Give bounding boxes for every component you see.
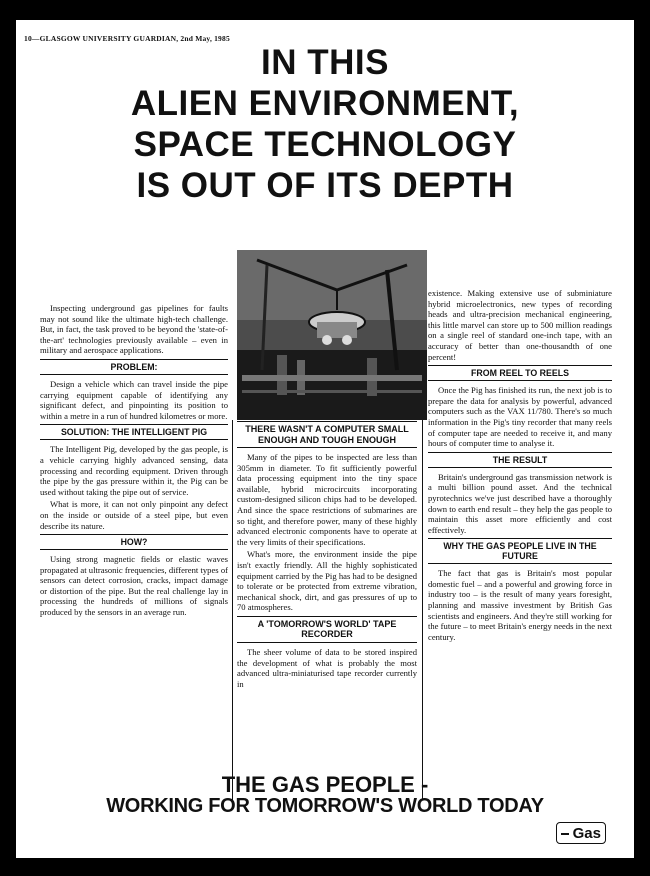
headline-line-3: SPACE TECHNOLOGY <box>133 125 517 164</box>
masthead: 10—GLASGOW UNIVERSITY GUARDIAN, 2nd May, 1985 <box>24 34 230 43</box>
headline-line-4: IS OUT OF ITS DEPTH <box>136 166 514 205</box>
tape-recorder-heading: A 'TOMORROW'S WORLD' TAPE RECORDER <box>237 616 417 643</box>
result-heading: THE RESULT <box>428 452 612 468</box>
tagline-line-1: THE GAS PEOPLE - <box>221 772 429 797</box>
reel-to-reels-heading: FROM REEL TO REELS <box>428 365 612 381</box>
headline-line-1: IN THIS <box>261 43 389 82</box>
column-2 <box>237 418 417 691</box>
british-gas-logo <box>556 822 606 844</box>
computer-paragraph-1: Many of the pipes to be inspected are less than 305mm in diameter. To fit sufficiently powerful data processing equipment into the tiny space available, hybrid microcircuits incorporating custom-designed silicon chips had to be developed. And since the space restrictions of submarines are so tight, and therefore power, many of these highly advanced electronic components have to operate at the very limits of their specifications. <box>237 452 417 547</box>
column-1 <box>40 303 228 620</box>
why-gas-people-paragraph: The fact that gas is Britain's most popular domestic fuel – and a powerful and growing force in industry too – is the result of many years foresight, planning and massive investment by British Gas scientists and engineers. And they're still working for the future – to meet Britain's energy needs in the next century. <box>428 568 612 642</box>
reel-to-reels-paragraph: Once the Pig has finished its run, the next job is to prepare the data for analysis by powerful, advanced computers such as the VAX 11/780. There's so much information in the Pig's tiny recorder that many reels of computer tape are needed to receive it, and many hours of computer time to analyse it. <box>428 385 612 449</box>
why-gas-people-heading: WHY THE GAS PEOPLE LIVE IN THE FUTURE <box>428 538 612 564</box>
existence-paragraph: existence. Making extensive use of subminiature hybrid microelectronics, new types of recording heads and ultra-precision mechanical engineering, this little marvel can store up to 500 million readings on a single reel of standard one-inch tape, with an accuracy of better than one-thousandth of one percent! <box>428 288 612 362</box>
column-3 <box>428 288 612 644</box>
pipeline-pig-photo <box>237 250 427 420</box>
logo-text: Gas <box>572 825 601 842</box>
solution-heading: SOLUTION: THE INTELLIGENT PIG <box>40 424 228 440</box>
logo-flame-mark <box>561 833 569 835</box>
problem-heading: PROBLEM: <box>40 359 228 375</box>
computer-heading: THERE WASN'T A COMPUTER SMALL ENOUGH AND TOUGH ENOUGH <box>237 421 417 448</box>
tagline-line-2: WORKING FOR TOMORROW'S WORLD TODAY <box>106 795 544 817</box>
headline-line-2: ALIEN ENVIRONMENT, <box>130 84 520 123</box>
tape-recorder-paragraph: The sheer volume of data to be stored inspired the development of what is probably the most advanced ultra-miniaturised tape recorder currently in <box>237 646 417 689</box>
column-rule-1 <box>232 420 233 800</box>
solution-paragraph-2: What is more, it can not only pinpoint any defect on the inside or outside of a steel pipe, but even describe its nature. <box>40 499 228 531</box>
advertisement-page <box>16 20 634 858</box>
result-paragraph: Britain's underground gas transmission network is a multi billion pound asset. And the technical pyrotechnics we've just described have a thoroughly down to earth end result – they help the gas people to maintain this asset more efficiently and cost effectively. <box>428 471 612 535</box>
how-heading: HOW? <box>40 534 228 550</box>
headline <box>16 42 634 206</box>
column-rule-2 <box>422 420 423 800</box>
how-paragraph: Using strong magnetic fields or elastic waves propagated at ultrasonic frequencies, different types of sensors can detect corrosion, cracks, impact damage or distortion of the pipe. But the real challenge lay in processing the hundreds of millions of signals produced by the sensors in an average run. <box>40 554 228 618</box>
problem-paragraph: Design a vehicle which can travel inside the pipe carrying equipment capable of identifying any significant defect, and pinpointing its position to within a metre in a run of hundred kilometres or more. <box>40 378 228 421</box>
intro-paragraph: Inspecting underground gas pipelines for faults may not sound like the ultimate high-tech challenge. But, in fact, the task proved to be beyond the 'state-of-the-art' technologies previously available – even in military and aerospace applications. <box>40 303 228 356</box>
computer-paragraph-2: What's more, the environment inside the pipe isn't exactly friendly. All the highly sophisticated equipment carried by the Pig has had to be designed to tolerate or be protected from extreme vibration, mechanical shock, dirt, and gas pressures of up to 70 atmospheres. <box>237 549 417 613</box>
solution-paragraph-1: The Intelligent Pig, developed by the gas people, is a vehicle carrying highly advanced sensing, data processing and recording equipment. Driven through the pipe by the gas pressure within it, the Pig can be used without taking the pipe out of service. <box>40 444 228 497</box>
